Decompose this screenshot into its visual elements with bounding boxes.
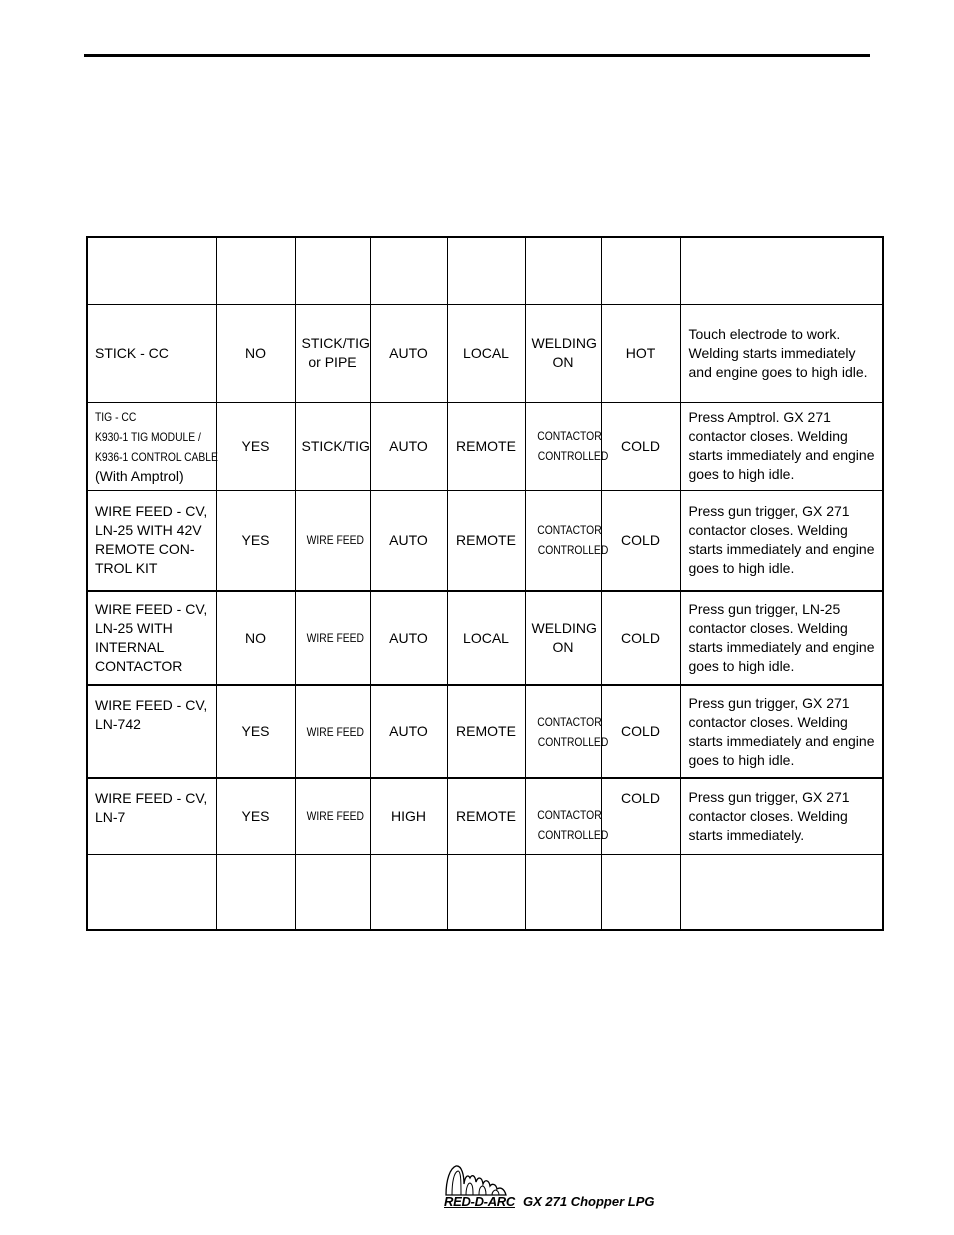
- header-cell: [87, 237, 216, 304]
- cell-c7: COLD: [601, 402, 680, 490]
- mode-cell: STICK - CC: [87, 304, 216, 402]
- cell-c4: AUTO: [370, 685, 447, 778]
- table-row: [87, 685, 883, 778]
- cell-c4: HIGH: [370, 778, 447, 854]
- description-cell: Press gun trigger, GX 271 contactor closes. Welding starts immediately and engine goes to high idle.: [680, 490, 883, 591]
- cell-c2: YES: [216, 402, 295, 490]
- cell-c7: HOT: [601, 304, 680, 402]
- brand-logo-text: RED-D-ARC: [444, 1194, 515, 1209]
- table-row: [87, 490, 883, 591]
- header-cell: [447, 237, 525, 304]
- mode-cell: WIRE FEED - CV, LN-25 WITH 42V REMOTE CON- TROL KIT: [87, 490, 216, 591]
- description-cell: Touch electrode to work. Welding starts immediately and engine goes to high idle.: [680, 304, 883, 402]
- cell-c6: CONTACTOR CONTROLLED: [525, 490, 601, 591]
- header-cell: [525, 237, 601, 304]
- header-cell: [216, 237, 295, 304]
- cell-c4: AUTO: [370, 490, 447, 591]
- cell-c6: CONTACTOR CONTROLLED: [525, 778, 601, 854]
- footer: [442, 1162, 682, 1212]
- cell-c7: COLD: [601, 685, 680, 778]
- table-header-row: [87, 237, 883, 304]
- mode-cell: TIG - CC K930-1 TIG MODULE / K936-1 CONTROL CABLE (With Amptrol): [87, 402, 216, 490]
- header-cell: [370, 237, 447, 304]
- top-rule: [84, 54, 870, 57]
- cell-c5: REMOTE: [447, 778, 525, 854]
- empty-cell: [525, 854, 601, 930]
- cell-c5: REMOTE: [447, 402, 525, 490]
- cell-c3: STICK/TIG or PIPE: [295, 304, 370, 402]
- cell-c2: YES: [216, 778, 295, 854]
- description-cell: Press Amptrol. GX 271 contactor closes. Welding starts immediately and engine goes to high idle.: [680, 402, 883, 490]
- header-cell: [295, 237, 370, 304]
- empty-cell: [370, 854, 447, 930]
- cell-c7: COLD: [601, 778, 680, 854]
- cell-c2: YES: [216, 490, 295, 591]
- mode-cell: WIRE FEED - CV, LN-25 WITH INTERNAL CONTACTOR: [87, 591, 216, 685]
- header-cell: [680, 237, 883, 304]
- empty-cell: [601, 854, 680, 930]
- empty-cell: [447, 854, 525, 930]
- model-name: GX 271 Chopper LPG: [523, 1194, 655, 1209]
- table-row: [87, 402, 883, 490]
- red-d-arc-flame-logo-icon: [442, 1162, 518, 1196]
- empty-cell: [680, 854, 883, 930]
- description-cell: Press gun trigger, GX 271 contactor closes. Welding starts immediately.: [680, 778, 883, 854]
- cell-c3: WIRE FEED: [295, 685, 370, 778]
- cell-c4: AUTO: [370, 304, 447, 402]
- table-row: [87, 778, 883, 854]
- table-row: [87, 591, 883, 685]
- cell-c2: NO: [216, 591, 295, 685]
- header-cell: [601, 237, 680, 304]
- cell-c5: LOCAL: [447, 304, 525, 402]
- cell-c6: WELDING ON: [525, 591, 601, 685]
- cell-c7: COLD: [601, 591, 680, 685]
- cell-c4: AUTO: [370, 591, 447, 685]
- cell-c6: CONTACTOR CONTROLLED: [525, 402, 601, 490]
- description-cell: Press gun trigger, LN-25 contactor closes. Welding starts immediately and engine goes to high idle.: [680, 591, 883, 685]
- mode-cell: WIRE FEED - CV, LN-742: [87, 685, 216, 778]
- table-empty-row: [87, 854, 883, 930]
- cell-c6: WELDING ON: [525, 304, 601, 402]
- cell-c2: NO: [216, 304, 295, 402]
- cell-c3: WIRE FEED: [295, 591, 370, 685]
- cell-c4: AUTO: [370, 402, 447, 490]
- cell-c3: WIRE FEED: [295, 778, 370, 854]
- cell-c3: STICK/TIG: [295, 402, 370, 490]
- empty-cell: [295, 854, 370, 930]
- cell-c3: WIRE FEED: [295, 490, 370, 591]
- cell-c5: LOCAL: [447, 591, 525, 685]
- cell-c5: REMOTE: [447, 490, 525, 591]
- empty-cell: [216, 854, 295, 930]
- mode-cell: WIRE FEED - CV, LN-7: [87, 778, 216, 854]
- description-cell: Press gun trigger, GX 271 contactor closes. Welding starts immediately and engine goes to high idle.: [680, 685, 883, 778]
- cell-c5: REMOTE: [447, 685, 525, 778]
- empty-cell: [87, 854, 216, 930]
- cell-c7: COLD: [601, 490, 680, 591]
- cell-c2: YES: [216, 685, 295, 778]
- welding-setup-table: [86, 236, 884, 931]
- table-row: [87, 304, 883, 402]
- cell-c6: CONTACTOR CONTROLLED: [525, 685, 601, 778]
